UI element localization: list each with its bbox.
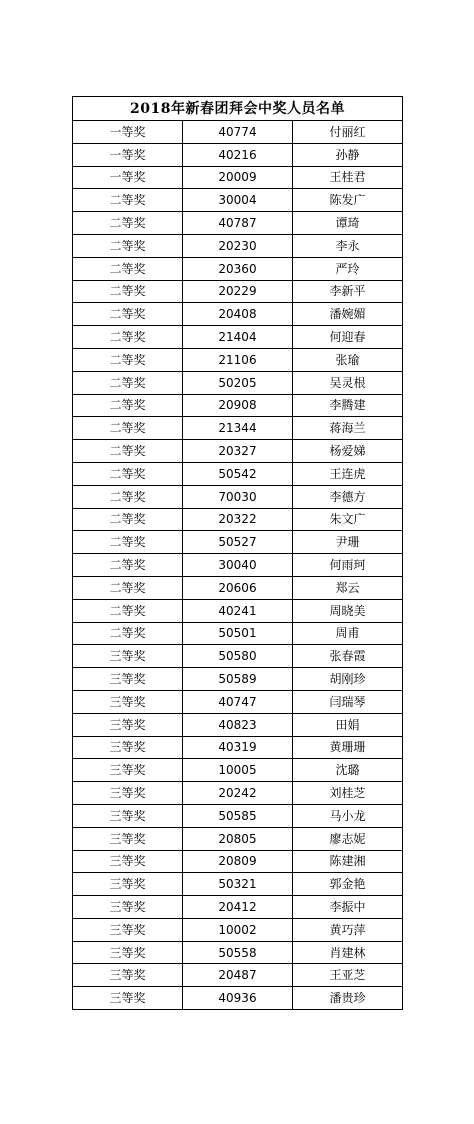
prize-level-cell[interactable]: 二等奖: [73, 257, 183, 280]
table-row: [73, 189, 403, 212]
winner-name-cell[interactable]: 杨爱娣: [293, 440, 403, 463]
ticket-number-cell[interactable]: 50542: [183, 462, 293, 485]
prize-level-cell[interactable]: 三等奖: [73, 873, 183, 896]
winner-name-cell[interactable]: 李永: [293, 234, 403, 257]
prize-level-cell[interactable]: 二等奖: [73, 189, 183, 212]
table-row: [73, 554, 403, 577]
table-row: [73, 508, 403, 531]
table-row: [73, 736, 403, 759]
winner-name-cell[interactable]: 沈璐: [293, 759, 403, 782]
table-row: [73, 440, 403, 463]
winner-name-cell[interactable]: 王亚芝: [293, 964, 403, 987]
winner-name-cell[interactable]: 孙静: [293, 143, 403, 166]
table-row: [73, 121, 403, 144]
ticket-number-cell[interactable]: 30040: [183, 554, 293, 577]
ticket-number-cell[interactable]: 40787: [183, 212, 293, 235]
ticket-number-cell[interactable]: 20805: [183, 827, 293, 850]
table-row: [73, 690, 403, 713]
ticket-number-cell[interactable]: 10002: [183, 918, 293, 941]
table-title[interactable]: 2018年新春团拜会中奖人员名单: [73, 97, 403, 121]
table-row: [73, 713, 403, 736]
winner-name-cell[interactable]: 蒋海兰: [293, 417, 403, 440]
ticket-number-cell[interactable]: 20908: [183, 394, 293, 417]
table-row: [73, 918, 403, 941]
ticket-number-cell[interactable]: 40241: [183, 599, 293, 622]
prize-level-cell[interactable]: 二等奖: [73, 508, 183, 531]
table-row: [73, 234, 403, 257]
ticket-number-cell[interactable]: 21404: [183, 326, 293, 349]
table-row: [73, 485, 403, 508]
prize-level-cell[interactable]: 二等奖: [73, 576, 183, 599]
prize-level-cell[interactable]: 三等奖: [73, 668, 183, 691]
table-row: [73, 668, 403, 691]
table-row: [73, 896, 403, 919]
ticket-number-cell[interactable]: 50205: [183, 371, 293, 394]
winner-name-cell[interactable]: 闫瑞琴: [293, 690, 403, 713]
winner-name-cell[interactable]: 何迎春: [293, 326, 403, 349]
winner-name-cell[interactable]: 肖建林: [293, 941, 403, 964]
prize-level-cell[interactable]: 二等奖: [73, 234, 183, 257]
prize-level-cell[interactable]: 三等奖: [73, 964, 183, 987]
ticket-number-cell[interactable]: 50558: [183, 941, 293, 964]
table-row: [73, 804, 403, 827]
winner-name-cell[interactable]: 李腾建: [293, 394, 403, 417]
winner-name-cell[interactable]: 郑云: [293, 576, 403, 599]
prize-level-cell[interactable]: 三等奖: [73, 736, 183, 759]
table-row: [73, 326, 403, 349]
winner-name-cell[interactable]: 李新平: [293, 280, 403, 303]
prize-level-cell[interactable]: 二等奖: [73, 599, 183, 622]
prize-level-cell[interactable]: 三等奖: [73, 713, 183, 736]
ticket-number-cell[interactable]: 20412: [183, 896, 293, 919]
table-row: [73, 303, 403, 326]
winner-name-cell[interactable]: 张春霞: [293, 645, 403, 668]
ticket-number-cell[interactable]: 50527: [183, 531, 293, 554]
ticket-number-cell[interactable]: 50589: [183, 668, 293, 691]
winner-name-cell[interactable]: 付丽红: [293, 121, 403, 144]
table-row: [73, 417, 403, 440]
winner-name-cell[interactable]: 胡刚珍: [293, 668, 403, 691]
ticket-number-cell[interactable]: 20229: [183, 280, 293, 303]
table-row: [73, 257, 403, 280]
winner-name-cell[interactable]: 黄巧萍: [293, 918, 403, 941]
prize-level-cell[interactable]: 二等奖: [73, 531, 183, 554]
winner-name-cell[interactable]: 尹珊: [293, 531, 403, 554]
table-row: [73, 759, 403, 782]
table-row: [73, 599, 403, 622]
prize-level-cell[interactable]: 二等奖: [73, 348, 183, 371]
prize-level-cell[interactable]: 二等奖: [73, 462, 183, 485]
winner-name-cell[interactable]: 王桂君: [293, 166, 403, 189]
prize-level-cell[interactable]: 三等奖: [73, 987, 183, 1010]
prize-level-cell[interactable]: 二等奖: [73, 280, 183, 303]
ticket-number-cell[interactable]: 20809: [183, 850, 293, 873]
table-row: [73, 531, 403, 554]
table-row: [73, 212, 403, 235]
winner-name-cell[interactable]: 潘婉媚: [293, 303, 403, 326]
prize-level-cell[interactable]: 三等奖: [73, 645, 183, 668]
ticket-number-cell[interactable]: 20322: [183, 508, 293, 531]
ticket-number-cell[interactable]: 21344: [183, 417, 293, 440]
prize-level-cell[interactable]: 一等奖: [73, 121, 183, 144]
ticket-number-cell[interactable]: 20242: [183, 782, 293, 805]
prize-level-cell[interactable]: 三等奖: [73, 896, 183, 919]
ticket-number-cell[interactable]: 40774: [183, 121, 293, 144]
winner-name-cell[interactable]: 严玲: [293, 257, 403, 280]
prize-level-cell[interactable]: 二等奖: [73, 212, 183, 235]
table-row: [73, 873, 403, 896]
table-row: [73, 964, 403, 987]
ticket-number-cell[interactable]: 40319: [183, 736, 293, 759]
prize-level-cell[interactable]: 二等奖: [73, 485, 183, 508]
prize-level-cell[interactable]: 三等奖: [73, 941, 183, 964]
ticket-number-cell[interactable]: 70030: [183, 485, 293, 508]
winner-name-cell[interactable]: 朱文广: [293, 508, 403, 531]
ticket-number-cell[interactable]: 50321: [183, 873, 293, 896]
winner-name-cell[interactable]: 陈发广: [293, 189, 403, 212]
ticket-number-cell[interactable]: 50501: [183, 622, 293, 645]
table-row: [73, 462, 403, 485]
prize-level-cell[interactable]: 三等奖: [73, 918, 183, 941]
table-row: [73, 987, 403, 1010]
prize-level-cell[interactable]: 二等奖: [73, 326, 183, 349]
winner-name-cell[interactable]: 周晓美: [293, 599, 403, 622]
ticket-number-cell[interactable]: 10005: [183, 759, 293, 782]
prize-level-cell[interactable]: 三等奖: [73, 804, 183, 827]
ticket-number-cell[interactable]: 40747: [183, 690, 293, 713]
ticket-number-cell[interactable]: 50585: [183, 804, 293, 827]
winner-name-cell[interactable]: 李德方: [293, 485, 403, 508]
winner-name-cell[interactable]: 刘桂芝: [293, 782, 403, 805]
table-row: [73, 622, 403, 645]
prize-level-cell[interactable]: 三等奖: [73, 782, 183, 805]
winner-name-cell[interactable]: 谭琦: [293, 212, 403, 235]
prize-level-cell[interactable]: 一等奖: [73, 143, 183, 166]
ticket-number-cell[interactable]: 20009: [183, 166, 293, 189]
winner-name-cell[interactable]: 田娟: [293, 713, 403, 736]
prize-level-cell[interactable]: 三等奖: [73, 827, 183, 850]
prize-level-cell[interactable]: 三等奖: [73, 850, 183, 873]
winner-name-cell[interactable]: 马小龙: [293, 804, 403, 827]
ticket-number-cell[interactable]: 20327: [183, 440, 293, 463]
ticket-number-cell[interactable]: 20606: [183, 576, 293, 599]
ticket-number-cell[interactable]: 40823: [183, 713, 293, 736]
winners-table-body: [73, 97, 403, 1010]
table-row: [73, 941, 403, 964]
ticket-number-cell[interactable]: 20408: [183, 303, 293, 326]
prize-level-cell[interactable]: 三等奖: [73, 690, 183, 713]
prize-level-cell[interactable]: 二等奖: [73, 394, 183, 417]
prize-level-cell[interactable]: 二等奖: [73, 303, 183, 326]
winner-name-cell[interactable]: 廖志妮: [293, 827, 403, 850]
winner-name-cell[interactable]: 吴灵根: [293, 371, 403, 394]
ticket-number-cell[interactable]: 20230: [183, 234, 293, 257]
ticket-number-cell[interactable]: 20360: [183, 257, 293, 280]
prize-level-cell[interactable]: 三等奖: [73, 759, 183, 782]
table-row: [73, 645, 403, 668]
winner-name-cell[interactable]: 王连虎: [293, 462, 403, 485]
table-title-row: [73, 97, 403, 121]
table-row: [73, 850, 403, 873]
winner-name-cell[interactable]: 潘贵珍: [293, 987, 403, 1010]
prize-level-cell[interactable]: 二等奖: [73, 440, 183, 463]
ticket-number-cell[interactable]: 40936: [183, 987, 293, 1010]
winner-name-cell[interactable]: 李振中: [293, 896, 403, 919]
table-row: [73, 348, 403, 371]
table-row: [73, 394, 403, 417]
winner-name-cell[interactable]: 张瑜: [293, 348, 403, 371]
ticket-number-cell[interactable]: 20487: [183, 964, 293, 987]
winner-name-cell[interactable]: 陈建湘: [293, 850, 403, 873]
winner-name-cell[interactable]: 黄珊珊: [293, 736, 403, 759]
table-row: [73, 371, 403, 394]
table-row: [73, 782, 403, 805]
table-row: [73, 576, 403, 599]
prize-level-cell[interactable]: 一等奖: [73, 166, 183, 189]
table-row: [73, 166, 403, 189]
ticket-number-cell[interactable]: 50580: [183, 645, 293, 668]
prize-level-cell[interactable]: 二等奖: [73, 371, 183, 394]
winner-name-cell[interactable]: 周甫: [293, 622, 403, 645]
prize-level-cell[interactable]: 二等奖: [73, 554, 183, 577]
table-row: [73, 827, 403, 850]
ticket-number-cell[interactable]: 40216: [183, 143, 293, 166]
winner-name-cell[interactable]: 何雨珂: [293, 554, 403, 577]
prize-level-cell[interactable]: 二等奖: [73, 622, 183, 645]
table-row: [73, 143, 403, 166]
table-row: [73, 280, 403, 303]
spreadsheet-sheet: [72, 96, 402, 1010]
ticket-number-cell[interactable]: 30004: [183, 189, 293, 212]
winners-table: [72, 96, 403, 1010]
winner-name-cell[interactable]: 郭金艳: [293, 873, 403, 896]
prize-level-cell[interactable]: 二等奖: [73, 417, 183, 440]
ticket-number-cell[interactable]: 21106: [183, 348, 293, 371]
